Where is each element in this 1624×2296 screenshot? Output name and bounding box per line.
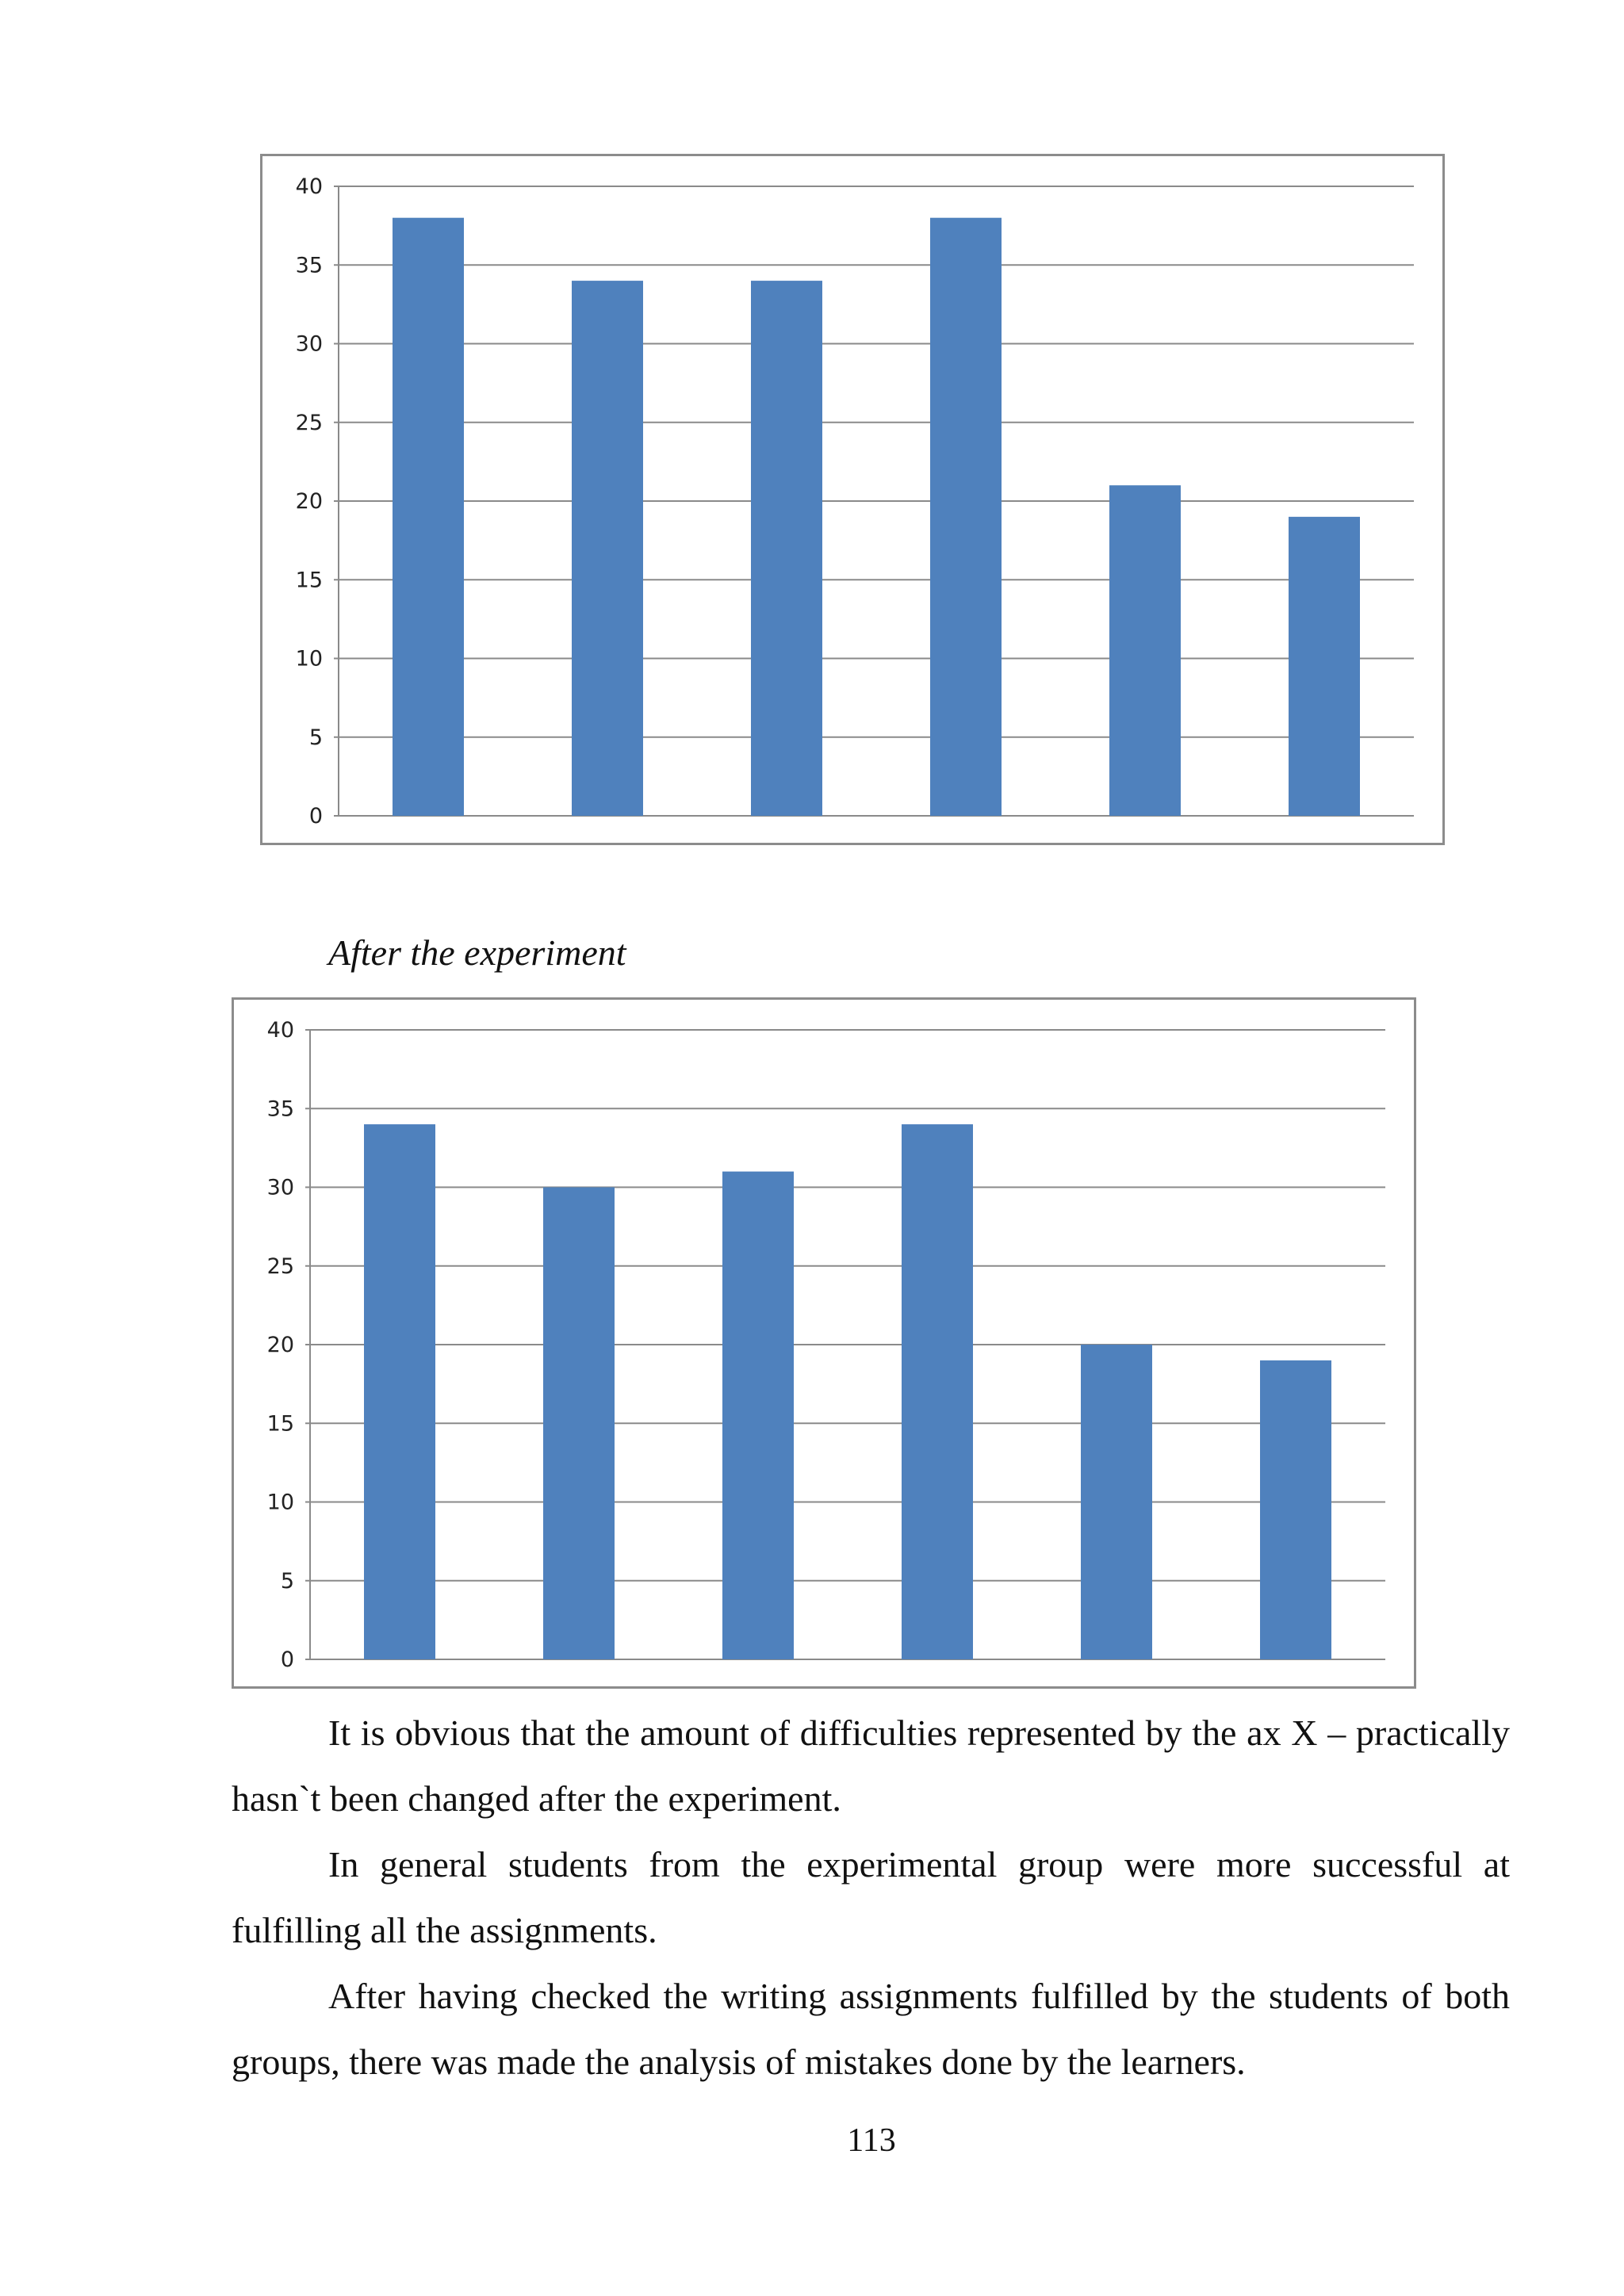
bar: [1260, 1360, 1331, 1659]
bar: [543, 1188, 615, 1660]
paragraph-2: In general students from the experimental group were more successful at fulfilling all the assignments.: [232, 1844, 1510, 1950]
bar: [364, 1124, 435, 1659]
chart-after: [232, 997, 1416, 1689]
bar: [1081, 1345, 1152, 1659]
paragraph-3: After having checked the writing assignments fulfilled by the students of both groups, there was made the analysis of mistakes done by the learners.: [232, 1976, 1510, 2082]
paragraph-1: It is obvious that the amount of difficulties represented by the ax X – practically hasn`t been changed after the experiment.: [232, 1712, 1510, 1819]
y-tick-label: 40: [295, 174, 323, 199]
y-tick-label: 35: [295, 253, 323, 278]
y-tick-label: 25: [295, 410, 323, 435]
y-tick-label: 30: [295, 331, 323, 357]
y-tick-label: 10: [295, 646, 323, 672]
y-tick-label: 15: [266, 1411, 294, 1437]
bar: [572, 281, 643, 816]
bar: [1289, 517, 1360, 816]
bar: [393, 218, 464, 816]
y-tick-label: 25: [266, 1253, 294, 1279]
y-tick-label: 40: [266, 1018, 294, 1043]
bar: [902, 1124, 973, 1659]
y-tick-label: 20: [266, 1333, 294, 1357]
y-tick-label: 0: [280, 1647, 294, 1672]
chart-before: [260, 154, 1445, 845]
bar: [1109, 485, 1181, 816]
y-tick-label: 35: [266, 1096, 294, 1122]
bar: [722, 1172, 794, 1659]
chart-caption-after: After the experiment: [328, 932, 626, 973]
page-number: 113: [847, 2122, 896, 2159]
bar-chart-1-svg: [262, 156, 1442, 843]
y-tick-label: 30: [266, 1175, 294, 1200]
bar: [930, 218, 1002, 816]
y-tick-label: 20: [295, 489, 323, 514]
bar-chart-2-svg: [234, 1000, 1414, 1686]
y-tick-label: 15: [295, 568, 323, 593]
bar: [751, 281, 822, 816]
y-tick-label: 5: [280, 1568, 294, 1594]
y-tick-label: 10: [266, 1490, 294, 1515]
y-tick-label: 0: [308, 804, 323, 828]
y-tick-label: 5: [308, 725, 323, 750]
